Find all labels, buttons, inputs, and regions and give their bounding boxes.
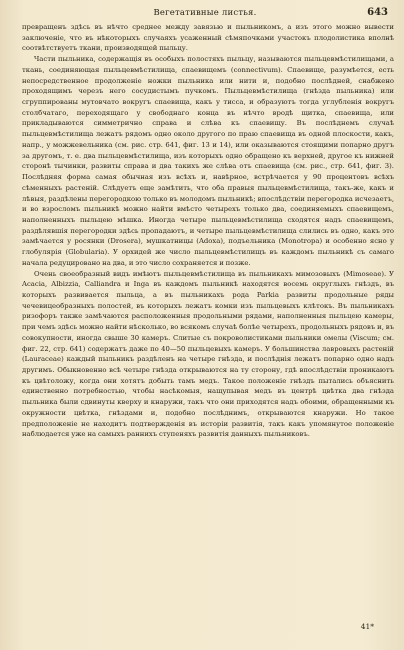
paragraph: Части пыльника, содержащія въ особыхъ полостяхъ пыльцу, называются пыльцевмѣстилищами, а ткань, соединяющая пыльцевмѣстилища, спаевищемъ (connectivum). Спаевище, разумѣется, есть непосредственное продолженіе ножки пыльника или нити и, подобно послѣдней, снабжено проходящимъ черезъ него сосудистымъ пучкомъ. Пыльцевмѣстилища (гнѣзда пыльника) или сгруппированы мутовчато вокругъ спаевища, какъ у тисса, и образуютъ тогда углубленія вокругъ столбчатаго, переходящаго у свободнаго конца въ нѣчто вродѣ щитка, спаевища, или прикладываются симметрично справа и слѣва къ спаевищу. Въ послѣднемъ случаѣ пыльцевмѣстилища лежатъ рядомъ одно около другого по праю спаевища въ одной плоскости, какъ, напр., у можжевельника (см. рис. стр. 641, фиг. 13 и 14), или оказываются стоящими попарно другъ за другомъ, т. е. два пыльцевмѣстилища, изъ которыхъ одно обращено къ верхней, другое къ нижней сторонѣ тычинки, развиты справа и два такихъ же слѣва отъ спаевища (см. рис., стр. 641, фиг. 3). Послѣдняя форма самая обычная изъ всѣхъ и, навѣрное, встрѣчается у 90 процентовъ всѣхъ сѣменныхъ растеній. Слѣдуетъ еще замѣтить, что оба правыя пыльцевмѣстилища, такъ-же, какъ и лѣвыя, раздѣлены перегородкою только въ молодомъ пыльникѣ; впослѣдствіи перегородка исчезаетъ, и во взросломъ пыльникѣ можно найти вмѣсто четырехъ только два, соединяемыхъ спаевищемъ, наполненныхъ пыльцею мѣшка. Иногда четыре пыльцевмѣстилища сходятся надъ спаевищемъ, раздѣлявшія перегородки здѣсь пропадаютъ, и четыре пыльцевмѣстилища слились въ одно, какъ это замѣчается у росянки (Drosera), мушкатницы (Adoxa), подъельника (Monotropa) и особенно ясно у глобулярія (Globularia). У орхидей же число пыльцевмѣстилищъ въ каждомъ пыльникѣ съ самаго начала редуцировано на два, и это число сохраняется и позже. xyxy=(22,55,394,267)
paragraph: превращенъ здѣсь въ нѣчто среднее между завязью и пыльникомъ, а изъ этого можно вывести заключеніе, что въ нѣкоторыхъ случаяхъ усаженный сѣмяпочками участокъ плодолистика вполнѣ соотвѣтствуетъ ткани, производящей пыльцу. xyxy=(22,23,394,53)
running-title: Вегетативные листья. xyxy=(153,8,257,18)
paragraph: Очень своеобразный видъ имѣютъ пыльцевмѣстилища въ пыльникахъ мимозовыхъ (Mimoseae). У Acacia, Albizzia, Calliandra и Inga въ каждомъ пыльникѣ находятся восемь округлыхъ гнѣздъ, въ которыхъ развивается пыльца, а въ пыльникахъ рода Parkia развиты продольные ряды чечевицеобразныхъ полостей, въ которыхъ лежатъ комки изъ пыльцевыхъ клѣтокъ. Въ пыльникахъ ризофоръ также замѣчаются расположенныя продольными рядами, наполненныя пыльцею камеры, при чемъ здѣсь можно найти нѣсколько, во всякомъ случаѣ болѣе четырехъ, продольныхъ рядовъ и, въ совокупности, иногда свыше 30 камеръ. Слитые съ покроволистиками пыльники омелы (Viscum; см. фиг. 22, стр. 641) содержатъ даже по 40—50 пыльцевыхъ камеръ. У большинства лавровыхъ растеній (Lauraceae) каждый пыльникъ раздѣленъ на четыре гнѣзда, и послѣднія лежатъ попарно одно надъ другимъ. Обыкновенно всѣ четыре гнѣзда открываются на ту сторону, гдѣ впослѣдствіи проникаютъ къ цвѣтоложу, когда они хотятъ добыть тамъ медъ. Такое положеніе гнѣздъ пытались объяснить единственно потребностью, чтобы насѣкомыя, нащупывая медъ въ центрѣ цвѣтка два гнѣзда пыльника были сдвинуты кверху и кнаружи, такъ что они приходятся надъ обоими, обращенными къ окружности цвѣтка, гнѣздами и, подобно послѣднимъ, открываются кнаружи. Но такое предположеніе не находитъ подтвержденія въ исторіи развитія, такъ какъ упомянутое положеніе наблюдается уже на самыхъ раннихъ ступеняхъ развитія данныхъ пыльниковъ. xyxy=(22,269,394,439)
body-text xyxy=(22,22,394,440)
running-head xyxy=(22,6,388,20)
page-number: 643 xyxy=(367,7,388,18)
printer-signature-mark: 41* xyxy=(360,622,374,631)
